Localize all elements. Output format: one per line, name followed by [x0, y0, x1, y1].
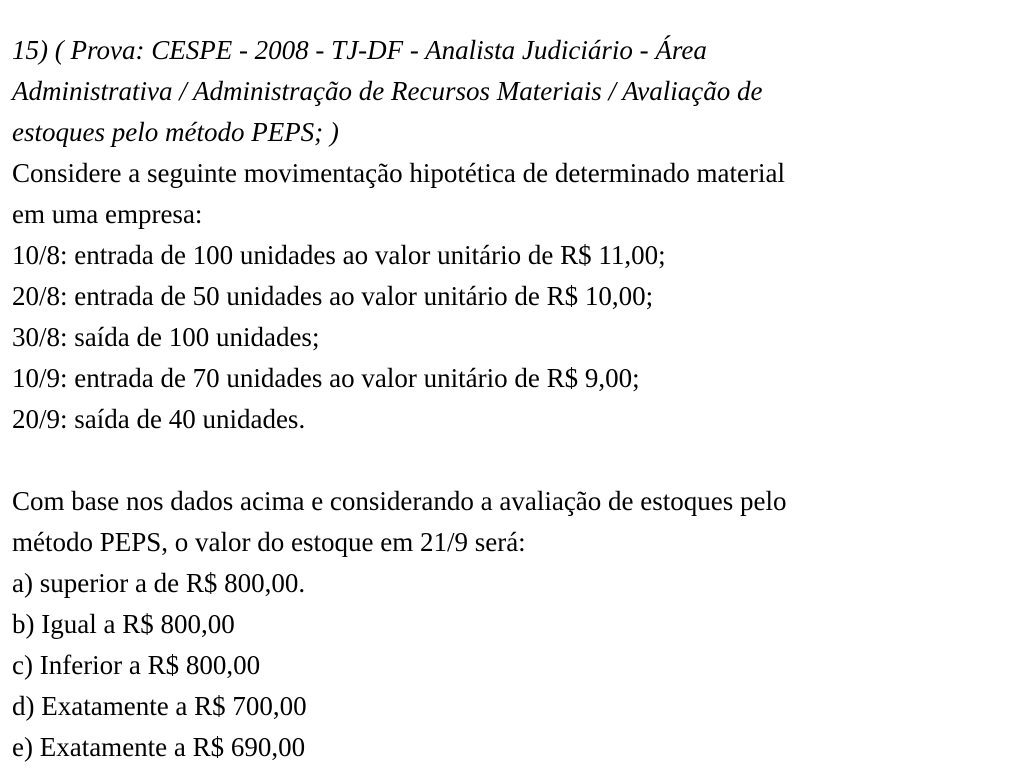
question-intro-line: em uma empresa: [12, 199, 203, 229]
answer-options [12, 563, 1016, 768]
movement-item: 20/9: saída de 40 unidades. [12, 404, 306, 434]
movement-item: 30/8: saída de 100 unidades; [12, 322, 320, 352]
question-source-line: 15) ( Prova: CESPE - 2008 - TJ-DF - Analista Judiciário - Área [12, 35, 707, 65]
movement-item: 10/9: entrada de 70 unidades ao valor unitário de R$ 9,00; [12, 363, 640, 393]
answer-option-d: d) Exatamente a R$ 700,00 [12, 691, 307, 721]
question-prompt-line: Com base nos dados acima e considerando a avaliação de estoques pelo [12, 486, 787, 516]
question-source [12, 30, 1016, 153]
movement-list [12, 235, 1016, 440]
question-prompt-line: método PEPS, o valor do estoque em 21/9 será: [12, 527, 526, 557]
question-slide [12, 30, 1016, 768]
question-intro-line: Considere a seguinte movimentação hipotética de determinado material [12, 158, 785, 188]
question-prompt [12, 481, 1016, 563]
blank-line [12, 440, 1016, 481]
question-source-line: estoques pelo método PEPS; ) [12, 117, 339, 147]
movement-item: 10/8: entrada de 100 unidades ao valor unitário de R$ 11,00; [12, 240, 666, 270]
question-source-line: Administrativa / Administração de Recursos Materiais / Avaliação de [12, 76, 763, 106]
question-intro [12, 153, 1016, 235]
movement-item: 20/8: entrada de 50 unidades ao valor unitário de R$ 10,00; [12, 281, 654, 311]
answer-option-a: a) superior a de R$ 800,00. [12, 568, 306, 598]
answer-option-c: c) Inferior a R$ 800,00 [12, 650, 261, 680]
answer-option-e: e) Exatamente a R$ 690,00 [12, 732, 306, 762]
answer-option-b: b) Igual a R$ 800,00 [12, 609, 235, 639]
